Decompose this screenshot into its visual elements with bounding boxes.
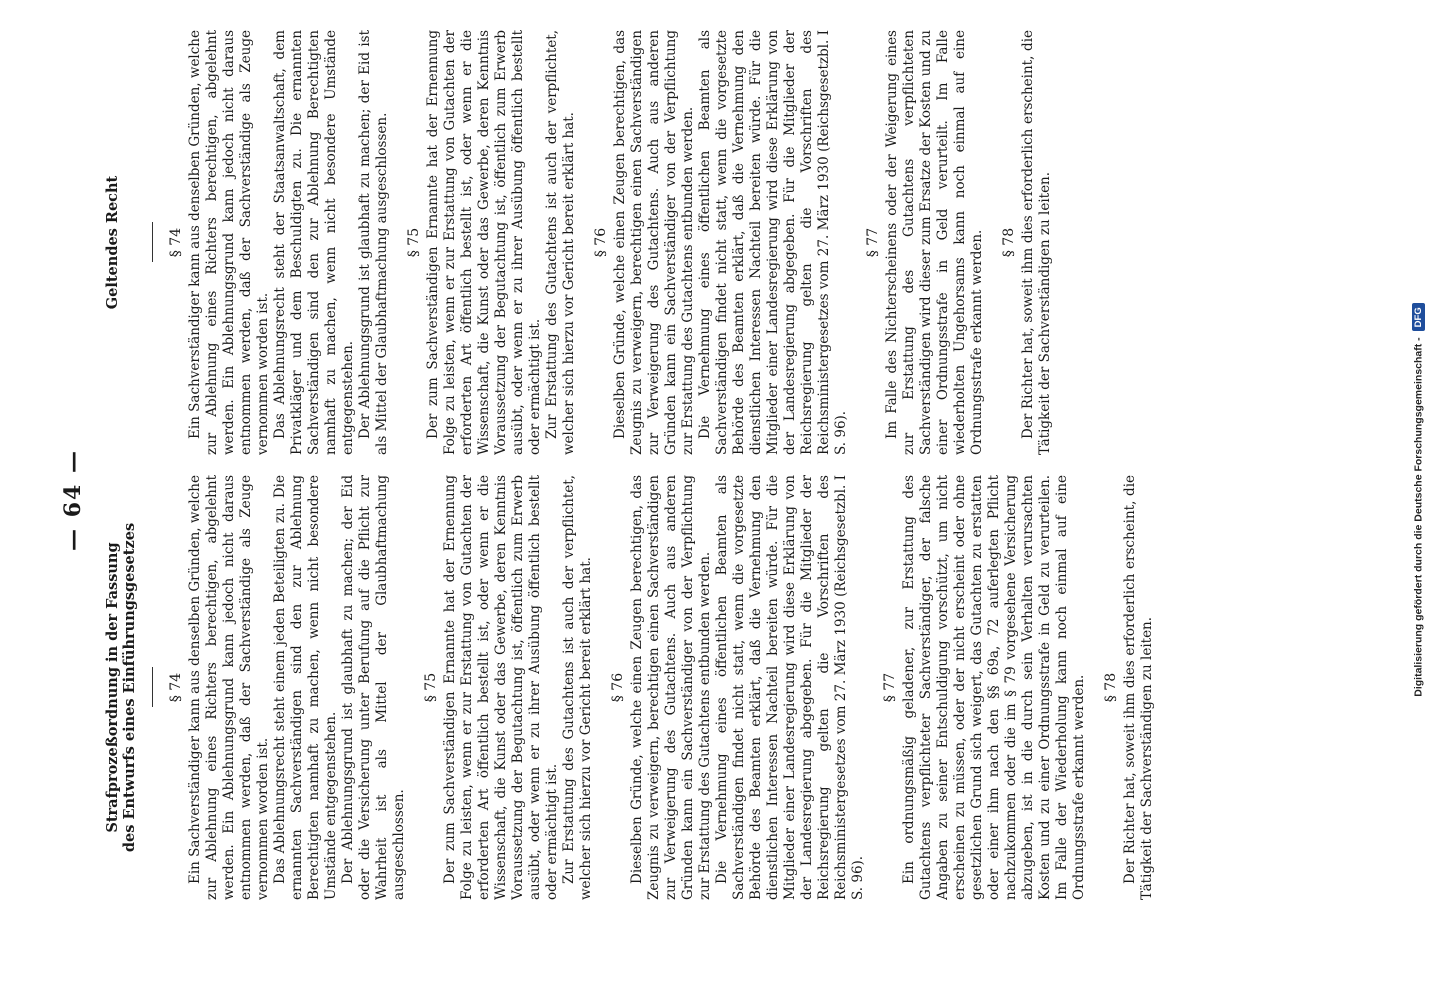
digitization-credit-text: Digitalisierung gefördert durch die Deutsche Forschungsgemeinschaft - <box>1412 337 1425 697</box>
section-heading: § 74 <box>168 227 184 258</box>
paragraph: Zur Erstattung des Gutachtens ist auch der verpflichtet, welcher sich hierzu vor Gericht bereit erklärt hat. <box>561 475 594 900</box>
section-heading: § 76 <box>593 227 609 258</box>
right-section-74 <box>167 30 391 455</box>
right-section-76 <box>592 30 850 455</box>
paragraph: Der Ablehnungsgrund ist glaubhaft zu machen; der Eid oder die Versicherung unter Berufung auf die Pflicht zur Wahrheit ist als Mittel der Glaubhaftmachung ausgeschlossen. <box>340 475 407 900</box>
digitization-credit <box>1412 0 1428 1000</box>
paragraph: Der Richter hat, soweit ihm dies erforderlich erscheint, die Tätigkeit der Sachverständigen zu leiten. <box>1122 475 1155 900</box>
paragraph: Das Ablehnungsrecht steht einem jeden Beteiligten zu. Die ernannten Sachverständigen sind den zur Ablehnung Berechtigten namhaft zu machen, wenn nicht besondere Umstände entgegenstehen. <box>272 475 339 900</box>
section-heading: § 78 <box>1001 227 1017 258</box>
section-heading: § 75 <box>406 227 422 258</box>
paragraph: Ein Sachverständiger kann aus denselben Gründen, welche zur Ablehnung eines Richters berechtigen, abgelehnt werden. Ein Ablehnungsgrund kann jedoch nicht daraus entnommen werden, daß der Sachverständige als Zeuge vernommen worden ist. <box>187 30 271 455</box>
paragraph: Der zum Sachverständigen Ernannte hat der Ernennung Folge zu leisten, wenn er zur Erstattung von Gutachten der erforderten Art öffentlich bestellt ist, oder wenn er die Wissenschaft, die Kunst oder das Gewerbe, deren Kenntnis Voraussetzung der Begutachtung ist, öffentlich zum Erwerb ausübt, oder wenn er zu ihrer Ausübung öffentlich bestellt oder ermächtigt ist. <box>442 475 560 900</box>
left-column <box>104 475 1304 900</box>
section-heading: § 76 <box>610 672 626 703</box>
left-section-78 <box>1102 475 1156 900</box>
paragraph: Der Richter hat, soweit ihm dies erforderlich erscheint, die Tätigkeit der Sachverständigen zu leiten. <box>1020 30 1053 455</box>
right-title-line-1: Geltendes Recht <box>104 175 121 310</box>
section-heading: § 74 <box>168 672 184 703</box>
right-section-78 <box>1000 30 1054 455</box>
left-section-74 <box>167 475 408 900</box>
right-section-77 <box>864 30 986 455</box>
paragraph: Ein Sachverständiger kann aus denselben Gründen, welche zur Ablehnung eines Richters berechtigen, abgelehnt werden. Ein Ablehnungsgrund kann jedoch nicht daraus entnommen werden, daß der Sachverständige als Zeuge vernommen worden ist. <box>187 475 271 900</box>
paragraph: Ein ordnungsmäßig geladener, zur Erstattung des Gutachtens verpflichteter Sachverständiger, der falsche Angaben zu seiner Entschuldigung vorschützt, um nicht erscheinen zu müssen, oder der nicht erscheint oder ohne gesetzlichen Grund sich weigert, das Gutachten zu erstatten oder einer ihm nach den §§ 69a, 72 auferlegten Pflicht nachzukommen oder die im § 79 vorgesehene Versicherung abzugeben, ist in die durch sein Verhalten verursachten Kosten und zu einer Ordnungsstrafe in Geld zu verurteilen. Im Falle der Wiederholung kann noch einmal auf eine Ordnungsstrafe erkannt werden. <box>901 475 1087 900</box>
right-column-title <box>104 30 144 455</box>
paragraph: Der zum Sachverständigen Ernannte hat der Ernennung Folge zu leisten, wenn er zur Erstattung von Gutachten der erforderten Art öffentlich bestellt ist, oder wenn er die Wissenschaft, die Kunst oder das Gewerbe, deren Kenntnis Voraussetzung der Begutachtung ist, öffentlich zum Erwerb ausübt, oder wenn er zu ihrer Ausübung öffentlich bestellt oder ermächtigt ist. <box>425 30 543 455</box>
paragraph: Im Falle des Nichterscheinens oder der Weigerung eines zur Erstattung des Gutachtens verpflichteten Sachverständigen wird dieser zum Ersatze der Kosten und zu einer Ordnungsstrafe in Geld verurteilt. Im Falle wiederholten Ungehorsams kann noch einmal auf eine Ordnungsstrafe erkannt werden. <box>884 30 985 455</box>
dfg-logo: DFG <box>1412 303 1425 331</box>
section-heading: § 77 <box>865 227 881 258</box>
left-section-77 <box>881 475 1088 900</box>
right-title-divider <box>152 223 153 263</box>
section-heading: § 78 <box>1103 672 1119 703</box>
left-section-76 <box>609 475 867 900</box>
section-heading: § 75 <box>423 672 439 703</box>
left-title-divider <box>152 668 153 708</box>
paragraph: Das Ablehnungsrecht steht der Staatsanwaltschaft, dem Privatkläger und dem Beschuldigten zu. Die ernannten Sachverständigen sind den zur Ablehnung Berechtigten namhaft zu machen, wenn nicht besondere Umstände entgegenstehen. <box>272 30 356 455</box>
paragraph: Dieselben Gründe, welche einen Zeugen berechtigen, das Zeugnis zu verweigern, berechtigen einen Sachverständigen zur Verweigerung des Gutachtens. Auch aus anderen Gründen kann ein Sachverständiger von der Verpflichtung zur Erstattung des Gutachtens entbunden werden. <box>629 475 713 900</box>
left-section-75 <box>422 475 595 900</box>
section-heading: § 77 <box>882 672 898 703</box>
paragraph: Die Vernehmung eines öffentlichen Beamten als Sachverständigen findet nicht statt, wenn die vorgesetzte Behörde des Beamten erklärt, daß die Vernehmung den dienstlichen Interessen Nachteil bereiten würde. Für die Mitglieder einer Landesregierung wird diese Erklärung von der Landesregierung abgegeben. Für die Mitglieder der Reichsregierung gelten die Vorschriften des Reichsministergesetzes vom 27. März 1930 (Reichsgesetzbl. I S. 96). <box>697 30 849 455</box>
page-number: — 64 — <box>60 449 86 551</box>
paragraph: Der Ablehnungsgrund ist glaubhaft zu machen; der Eid ist als Mittel der Glaubhaftmachung ausgeschlossen. <box>357 30 390 455</box>
left-column-title <box>104 475 144 900</box>
paragraph: Zur Erstattung des Gutachtens ist auch der verpflichtet, welcher sich hierzu vor Gericht bereit erklärt hat. <box>544 30 577 455</box>
left-title-line-1: Strafprozeßordnung in der Fassung <box>104 542 121 833</box>
paragraph: Die Vernehmung eines öffentlichen Beamten als Sachverständigen findet nicht statt, wenn die vorgesetzte Behörde des Beamten erklärt, daß die Vernehmung den dienstlichen Interessen Nachteil bereiten würde. Für die Mitglieder einer Landesregierung wird diese Erklärung von der Landesregierung abgegeben. Für die Mitglieder der Reichsregierung gelten die Vorschriften des Reichsministergesetzes vom 27. März 1930 (Reichsgesetzbl. I S. 96). <box>714 475 866 900</box>
right-column <box>104 30 1304 455</box>
paragraph: Dieselben Gründe, welche einen Zeugen berechtigen, das Zeugnis zu verweigern, berechtigen einen Sachverständigen zur Verweigerung des Gutachtens. Auch aus anderen Gründen kann ein Sachverständiger von der Verpflichtung zur Erstattung des Gutachtens entbunden werden. <box>612 30 696 455</box>
right-section-75 <box>405 30 578 455</box>
left-title-line-2: des Entwurfs eines Einführungsgesetzes <box>121 522 138 853</box>
